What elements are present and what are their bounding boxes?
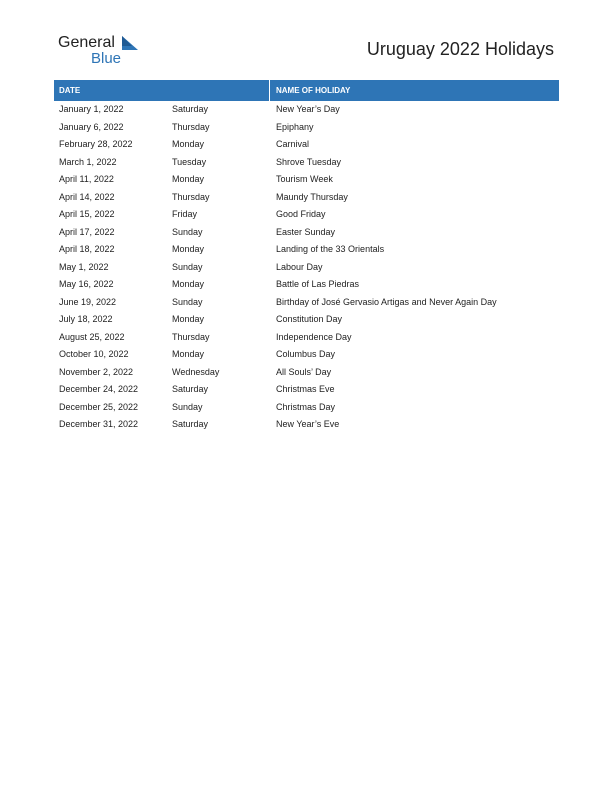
holiday-name: Columbus Day <box>276 349 336 359</box>
holiday-weekday: Saturday <box>172 419 209 429</box>
holiday-weekday: Sunday <box>172 401 203 412</box>
holiday-date: April 17, 2022 <box>59 226 115 237</box>
table-row <box>54 346 559 364</box>
holiday-name: Labour Day <box>276 261 323 272</box>
holiday-name: Easter Sunday <box>276 226 336 237</box>
holiday-name: Independence Day <box>276 331 352 342</box>
table-header <box>54 80 559 101</box>
holiday-date: April 14, 2022 <box>59 191 115 202</box>
holiday-weekday: Monday <box>172 244 205 254</box>
table-row <box>54 136 559 154</box>
table-row <box>54 294 559 312</box>
table-row <box>54 329 559 347</box>
holiday-date: May 16, 2022 <box>59 279 114 289</box>
holiday-name: All Souls’ Day <box>276 366 332 377</box>
holiday-date: June 19, 2022 <box>59 296 117 307</box>
holiday-weekday: Saturday <box>172 104 209 114</box>
header-name-of-holiday: NAME OF HOLIDAY <box>276 86 351 95</box>
holiday-name: Epiphany <box>276 121 314 132</box>
table-body <box>54 101 559 434</box>
table-row <box>54 119 559 137</box>
holiday-date: March 1, 2022 <box>59 156 117 167</box>
holiday-name: Good Friday <box>276 209 326 219</box>
holiday-date: August 25, 2022 <box>59 331 125 342</box>
table-row <box>54 154 559 172</box>
holiday-weekday: Wednesday <box>172 366 220 377</box>
logo-word-blue: Blue <box>91 50 122 67</box>
page-title: Uruguay 2022 Holidays <box>366 39 554 59</box>
holiday-date: April 15, 2022 <box>59 209 115 219</box>
table-row <box>54 189 559 207</box>
header-date: DATE <box>59 86 81 95</box>
holiday-weekday: Saturday <box>172 384 209 394</box>
table-row <box>54 224 559 242</box>
table-row <box>54 276 559 294</box>
holiday-weekday: Thursday <box>172 121 210 132</box>
holiday-date: April 11, 2022 <box>59 174 114 184</box>
holiday-date: May 1, 2022 <box>59 261 109 272</box>
holiday-name: Carnival <box>276 139 310 149</box>
holiday-name: Tourism Week <box>276 174 333 184</box>
table-row <box>54 206 559 224</box>
logo-word-general: General <box>58 34 115 51</box>
holiday-date: February 28, 2022 <box>59 139 133 149</box>
holiday-weekday: Monday <box>172 314 205 324</box>
holiday-name: Landing of the 33 Orientals <box>276 244 385 254</box>
logo-triangle-icon <box>122 36 138 50</box>
table-row <box>54 381 559 399</box>
holiday-date: January 1, 2022 <box>59 104 124 114</box>
holiday-date: January 6, 2022 <box>59 121 124 132</box>
holiday-date: April 18, 2022 <box>59 244 115 254</box>
holiday-table <box>54 80 559 434</box>
table-row <box>54 171 559 189</box>
table-row <box>54 399 559 417</box>
table-row <box>54 241 559 259</box>
holiday-weekday: Monday <box>172 349 205 359</box>
holiday-weekday: Monday <box>172 279 205 289</box>
holiday-name: Battle of Las Piedras <box>276 279 360 289</box>
holiday-weekday: Tuesday <box>172 156 207 167</box>
header-divider <box>269 80 270 101</box>
holiday-name: Christmas Day <box>276 401 336 412</box>
table-row <box>54 311 559 329</box>
table-row <box>54 101 559 119</box>
holiday-weekday: Friday <box>172 209 198 219</box>
holiday-date: December 31, 2022 <box>59 419 139 429</box>
holiday-weekday: Monday <box>172 139 205 149</box>
holiday-name: Constitution Day <box>276 314 343 324</box>
holiday-name: Birthday of José Gervasio Artigas and Never Again Day <box>276 296 497 307</box>
holiday-name: Shrove Tuesday <box>276 156 342 167</box>
table-row <box>54 416 559 434</box>
holiday-date: July 18, 2022 <box>59 314 113 324</box>
generalblue-logo <box>58 34 148 68</box>
holiday-date: October 10, 2022 <box>59 349 129 359</box>
holiday-name: Maundy Thursday <box>276 191 348 202</box>
holiday-weekday: Sunday <box>172 261 203 272</box>
holiday-name: New Year’s Day <box>276 104 340 114</box>
holiday-date: December 25, 2022 <box>59 401 139 412</box>
table-row <box>54 364 559 382</box>
holiday-weekday: Thursday <box>172 191 210 202</box>
table-row <box>54 259 559 277</box>
holiday-name: Christmas Eve <box>276 384 335 394</box>
holiday-weekday: Thursday <box>172 331 210 342</box>
holiday-name: New Year’s Eve <box>276 419 340 429</box>
holiday-date: December 24, 2022 <box>59 384 139 394</box>
holiday-weekday: Sunday <box>172 296 203 307</box>
holiday-date: November 2, 2022 <box>59 366 134 377</box>
holiday-weekday: Monday <box>172 174 205 184</box>
holiday-weekday: Sunday <box>172 226 203 237</box>
